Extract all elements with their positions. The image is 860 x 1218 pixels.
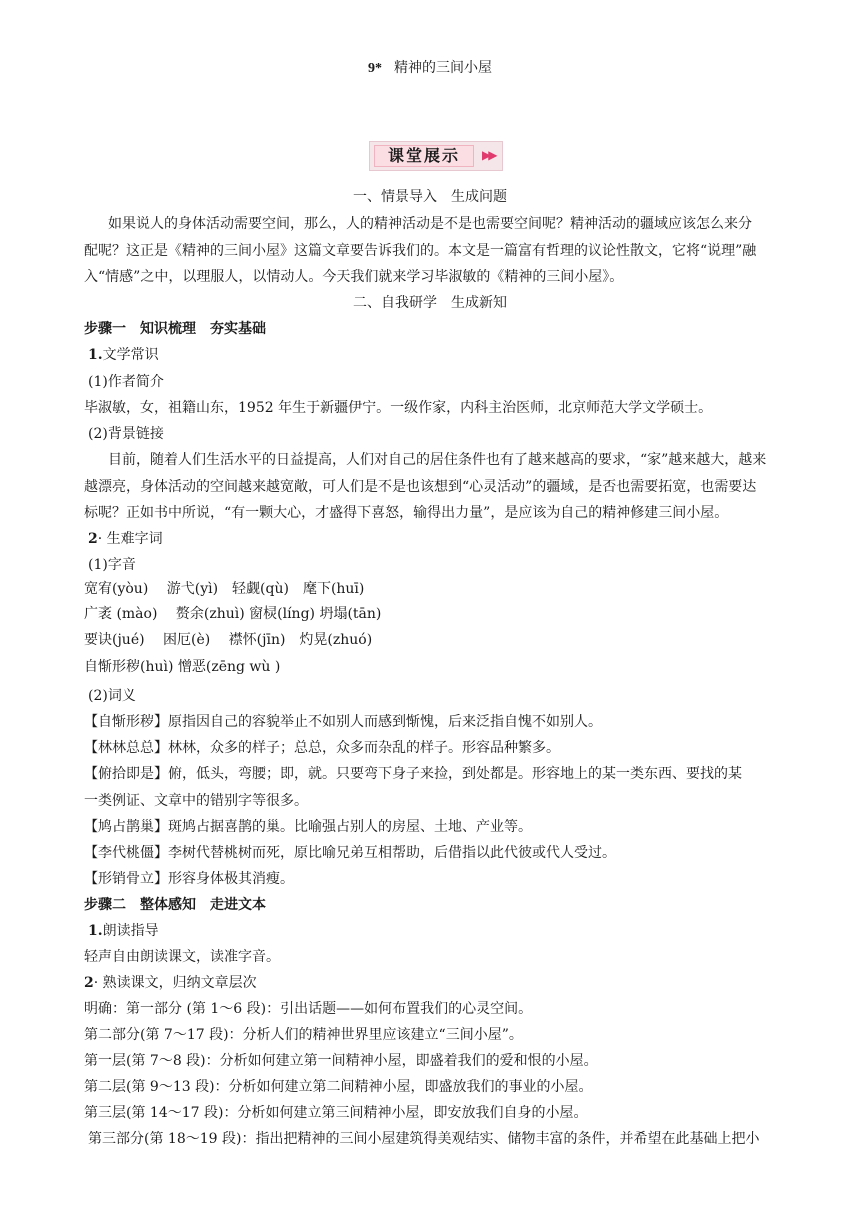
intro-line-3: 入“情感”之中，以理服人，以情动人。今天我们就来学习毕淑敏的《精神的三间小屋》。 — [84, 269, 624, 285]
item1-number: 1. — [88, 347, 103, 363]
lesson-title — [0, 57, 860, 77]
intro-line-2: 配呢？这正是《精神的三间小屋》这篇文章要告诉我们的。本文是一篇富有哲理的议论性散文，它将“说理”融 — [84, 243, 757, 259]
pronunciation-row-2: 广袤 (mào) 赘余(zhuì) 窗棂(líng) 坍塌(tān) — [84, 606, 382, 622]
meaning-label: (2)词义 — [88, 688, 136, 704]
reading-label: 朗读指导 — [102, 923, 159, 939]
structure-line-3: 第一层(第 7～8 段)：分析如何建立第一间精神小屋，即盛着我们的爱和恨的小屋。 — [84, 1053, 598, 1069]
meaning-entry-3-cont: 一类例证、文章中的错别字等很多。 — [84, 793, 308, 809]
structure-label: · 熟读课文，归纳文章层次 — [93, 975, 257, 991]
background-label: (2)背景链接 — [88, 426, 164, 442]
intro-line-1: 如果说人的身体活动需要空间，那么，人的精神活动是不是也需要空间呢？精神活动的疆域应该怎么来分 — [108, 216, 752, 232]
section-heading-2: 二、自我研学 生成新知 — [353, 295, 507, 311]
item2-heading — [88, 529, 163, 549]
background-line-2: 越漂亮，身体活动的空间越来越宽敞，可人们是不是也该想到“心灵活动”的疆域，是否也需要拓宽，也需要达 — [84, 479, 757, 495]
author-intro-text: 毕淑敏，女，祖籍山东，1952 年生于新疆伊宁。一级作家，内科主治医师，北京师范大学文学硕士。 — [84, 400, 713, 416]
banner-label: 课堂展示 — [374, 145, 474, 167]
meaning-entry-4: 【鸠占鹊巢】斑鸠占据喜鹊的巢。比喻强占别人的房屋、土地、产业等。 — [84, 819, 532, 835]
structure-number: 2 — [84, 975, 94, 991]
author-intro-label: (1)作者简介 — [88, 374, 164, 390]
meaning-entry-1: 【自惭形秽】原指因自己的容貌举止不如别人而感到惭愧，后来泛指自愧不如别人。 — [84, 714, 602, 730]
structure-heading — [84, 973, 257, 993]
item1-label: 文学常识 — [102, 347, 159, 363]
pronunciation-label: (1)字音 — [88, 557, 136, 573]
meaning-entry-6: 【形销骨立】形容身体极其消瘦。 — [84, 871, 294, 887]
item1-heading — [88, 345, 159, 365]
section-banner — [369, 141, 503, 171]
section-heading-1: 一、情景导入 生成问题 — [353, 189, 507, 205]
item2-number: 2 — [88, 531, 98, 547]
structure-line-6: 第三部分(第 18～19 段)：指出把精神的三间小屋建筑得美观结实、储物丰富的条件，并希望在此基础上把小 — [88, 1131, 760, 1147]
structure-line-1: 明确：第一部分 (第 1～6 段)：引出话题——如何布置我们的心灵空间。 — [84, 1001, 533, 1017]
reading-number: 1. — [88, 923, 103, 939]
lesson-number: 9* — [368, 61, 382, 76]
meaning-entry-3: 【俯拾即是】俯，低头，弯腰；即，就。只要弯下身子来捡，到处都是。形容地上的某一类东西、要找的某 — [84, 766, 742, 782]
pronunciation-row-4: 自惭形秽(huì) 憎恶(zēng wù ) — [84, 659, 281, 675]
structure-line-5: 第三层(第 14～17 段)：分析如何建立第三间精神小屋，即安放我们自身的小屋。 — [84, 1105, 588, 1121]
meaning-entry-5: 【李代桃僵】李树代替桃树而死，原比喻兄弟互相帮助，后借指以此代彼或代人受过。 — [84, 845, 616, 861]
structure-line-4: 第二层(第 9～13 段)：分析如何建立第二间精神小屋，即盛放我们的事业的小屋。 — [84, 1079, 593, 1095]
background-line-3: 标呢？正如书中所说，“有一颗大心，才盛得下喜怒，输得出力量”，是应该为自己的精神修建三间小屋。 — [84, 505, 729, 521]
structure-line-2: 第二部分(第 7～17 段)：分析人们的精神世界里应该建立“三间小屋”。 — [84, 1027, 523, 1043]
pronunciation-row-3: 要诀(jué) 困厄(è) 襟怀(jīn) 灼晃(zhuó) — [84, 632, 373, 648]
meaning-entry-2: 【林林总总】林林，众多的样子；总总，众多而杂乱的样子。形容品种繁多。 — [84, 740, 560, 756]
reading-heading — [88, 921, 159, 941]
lesson-title-text: 精神的三间小屋 — [394, 60, 492, 76]
step2-heading: 步骤二 整体感知 走进文本 — [84, 897, 266, 913]
reading-text: 轻声自由朗读课文，读准字音。 — [84, 949, 280, 965]
double-arrow-icon: ▶▶ — [482, 148, 495, 162]
pronunciation-row-1: 宽宥(yòu) 游弋(yì) 轻觑(qù) 麾下(huī) — [84, 581, 365, 597]
step1-heading: 步骤一 知识梳理 夯实基础 — [84, 321, 266, 337]
background-line-1: 目前，随着人们生活水平的日益提高，人们对自己的居住条件也有了越来越高的要求，“家”越来越大，越来 — [108, 452, 767, 468]
item2-label: · 生难字词 — [97, 531, 163, 547]
